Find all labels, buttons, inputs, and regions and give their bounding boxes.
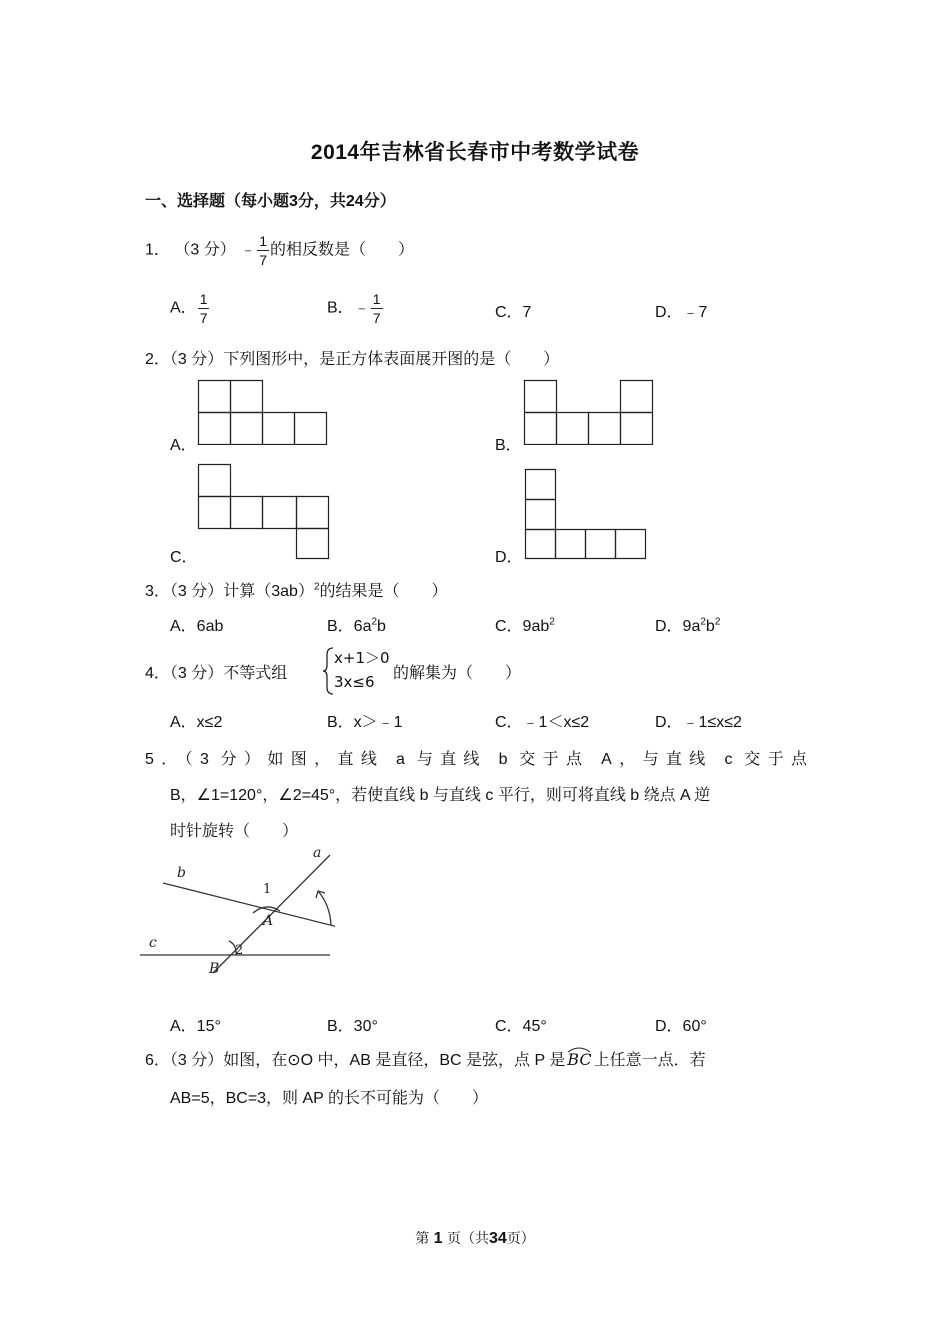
q4-inequality-system [334, 646, 390, 694]
label-point-b: B [209, 961, 220, 977]
q5-option-d: D．60° [655, 1018, 707, 1035]
q3-b-sup: 2 [371, 616, 378, 628]
question-2: 2．（3 分）下列图形中，是正方体表面展开图的是（ ） [145, 351, 560, 368]
q1-b-minus: ﹣ [353, 299, 370, 317]
q5-line-3: 时针旋转（ ） [170, 823, 299, 840]
q1-a-label: A． [170, 299, 197, 317]
arc-symbol [567, 1045, 591, 1053]
label-c: c [149, 935, 157, 951]
q1-b-fraction [371, 292, 383, 325]
q2-net-b-figure [523, 379, 655, 445]
q2-option-a-label: A． [170, 437, 197, 454]
q4-stem-b: 的解集为（ ） [393, 665, 522, 682]
q3-d-b: b [705, 618, 715, 635]
q3-stem-sup: 2 [313, 581, 320, 593]
q3-d-sup1: 2 [700, 616, 706, 628]
q6-line1-b: 上任意一点．若 [593, 1052, 706, 1069]
q2-net-c-figure [197, 463, 333, 561]
q1-b-label: B． [327, 299, 354, 317]
q1-option-a [170, 292, 210, 325]
label-angle-1: 1 [263, 882, 272, 897]
q3-c-a: C．9ab [495, 618, 550, 635]
q6-arc-label: BC [567, 1050, 592, 1069]
section-heading: 一、选择题（每小题3分，共24分） [145, 193, 396, 210]
q4-inequality-2: 3x≤6 [334, 673, 375, 691]
q2-net-a-figure [197, 379, 329, 445]
label-point-a: A [263, 913, 274, 929]
q1-minus: ﹣ [240, 241, 257, 259]
q4-option-b: B．x＞﹣1 [327, 714, 403, 731]
q3-option-d [655, 613, 720, 636]
q5-line-2: B，∠1=120°，∠2=45°，若使直线 b 与直线 c 平行，则可将直线 b 绕点 A 逆 [170, 787, 711, 804]
label-angle-2: 2 [235, 943, 244, 958]
q6-line-1 [145, 1047, 706, 1070]
q3-b-a: B．6a [327, 618, 372, 635]
line-b [163, 883, 335, 927]
footer-b: 页（共 [447, 1231, 489, 1247]
label-a: a [313, 845, 322, 861]
label-b: b [177, 865, 186, 881]
q1-text: 的相反数是（ ） [269, 241, 414, 259]
q3-option-a: A．6ab [170, 618, 224, 635]
footer-page-number: 1 [433, 1230, 443, 1247]
question-3 [145, 578, 448, 601]
q3-stem-a: 3．（3 分）计算（3ab） [145, 583, 314, 600]
q1-a-num: 1 [199, 291, 208, 307]
q2-option-d-label: D． [495, 549, 523, 566]
q5-line-1: 5．（3 分）如图，直线 a 与直线 b 交于点 A，与直线 c 交于点 [145, 751, 807, 768]
q5-geometry-figure [135, 845, 335, 980]
q5-option-b: B．30° [327, 1018, 378, 1035]
q1-frac-num: 1 [259, 233, 267, 249]
q1-option-c: C．7 [495, 304, 532, 321]
page-footer [0, 1228, 950, 1248]
q3-option-b [327, 613, 386, 636]
q4-inequality-1: x+1＞0 [334, 649, 390, 667]
q2-option-b-label: B． [495, 437, 522, 454]
q4-option-d: D．﹣1≤x≤2 [655, 714, 742, 731]
q1-frac-den: 7 [259, 252, 267, 268]
q1-number: 1． [145, 241, 170, 259]
q1-a-fraction [198, 292, 210, 325]
q1-b-den: 7 [372, 310, 381, 326]
q3-c-sup: 2 [549, 616, 555, 628]
q6-line-2: AB=5，BC=3，则 AP 的长不可能为（ ） [170, 1090, 489, 1107]
footer-a: 第 [415, 1231, 430, 1247]
q1-score: （3 分） [174, 241, 236, 259]
q3-option-c [495, 613, 555, 636]
footer-total-pages: 34 [489, 1230, 507, 1247]
q2-option-c-label: C． [170, 549, 198, 566]
q5-option-c: C．45° [495, 1018, 547, 1035]
q1-b-num: 1 [372, 291, 381, 307]
page-title: 2014年吉林省长春市中考数学试卷 [310, 141, 640, 164]
q4-option-c: C．﹣1＜x≤2 [495, 714, 590, 731]
q6-arc-bc [567, 1050, 591, 1069]
q3-d-sup2: 2 [714, 616, 721, 628]
q3-b-b: b [377, 618, 386, 635]
q4-stem-a: 4．（3 分）不等式组 [145, 665, 288, 682]
q3-stem-b: 的结果是（ ） [319, 583, 448, 600]
q4-option-a: A．x≤2 [170, 714, 223, 731]
q6-line1-a: 6．（3 分）如图，在⊙O 中，AB 是直径，BC 是弦，点 P 是 [145, 1052, 566, 1069]
q3-d-a: D．9a [655, 618, 701, 635]
q1-fraction [257, 234, 269, 267]
question-1 [145, 234, 414, 267]
q1-option-b [327, 292, 384, 325]
q5-option-a: A．15° [170, 1018, 221, 1035]
q2-net-d-figure [524, 468, 648, 560]
footer-c: 页） [506, 1231, 535, 1247]
rotation-arrow [318, 891, 331, 925]
q1-a-den: 7 [199, 310, 208, 326]
q1-option-d: D．﹣7 [655, 304, 708, 321]
